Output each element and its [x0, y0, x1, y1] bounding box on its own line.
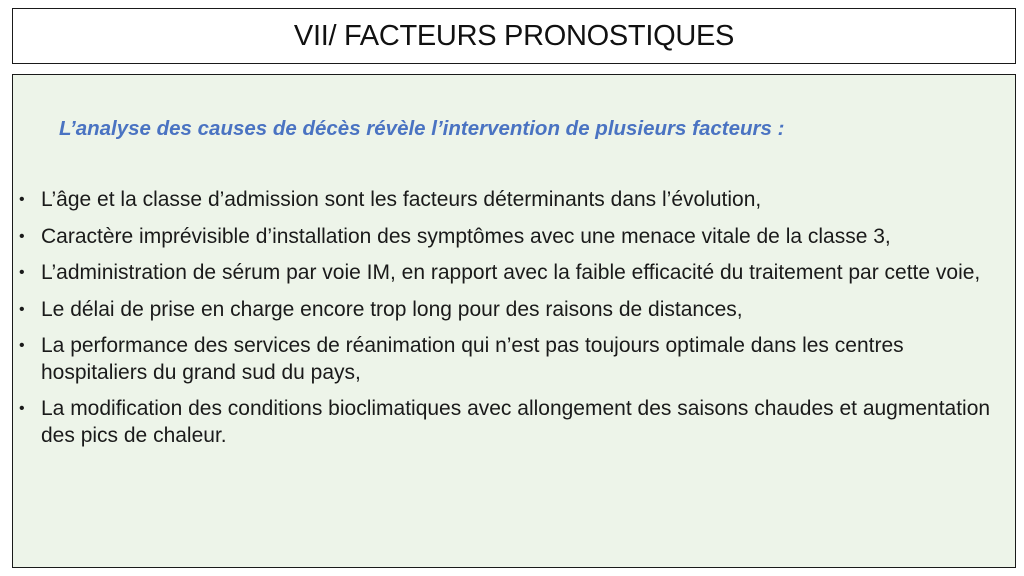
bullet-icon: • [19, 264, 25, 281]
content-box [12, 74, 1016, 568]
bullet-list [13, 187, 1003, 459]
bullet-item-age-classe [13, 187, 1003, 214]
bullet-item-reanimation [13, 333, 1003, 386]
bullet-icon: • [19, 300, 25, 318]
slide-title: VII/ FACTEURS PRONOSTIQUES [293, 19, 735, 52]
bullet-item-delai-prise-en-charge [13, 297, 1003, 324]
bullet-text: L’âge et la classe d’admission sont les facteurs déterminants dans l’évolution, [41, 188, 762, 211]
bullet-text: Le délai de prise en charge encore trop long pour des raisons de distances, [41, 297, 743, 321]
bullet-icon: • [19, 227, 25, 245]
bullet-item-serum-im [13, 260, 1003, 287]
bullet-icon: • [19, 191, 25, 208]
title-box [12, 8, 1016, 64]
bullet-text: La modification des conditions bioclimatiques avec allongement des saisons chaudes et augmentation des pics de chaleur. [41, 397, 991, 447]
bullet-item-symptomes [13, 224, 1003, 251]
bullet-text: La performance des services de réanimation qui n’est pas toujours optimale dans les centres hospitaliers du grand sud du pays, [41, 334, 904, 384]
bullet-item-bioclimatique [13, 396, 1003, 449]
bullet-text: L’administration de sérum par voie IM, en rapport avec la faible efficacité du traitement par cette voie, [41, 261, 981, 284]
intro-text: L’analyse des causes de décès révèle l’intervention de plusieurs facteurs : [59, 117, 785, 140]
bullet-text: Caractère imprévisible d’installation des symptômes avec une menace vitale de la classe 3, [41, 224, 891, 248]
bullet-icon: • [19, 400, 25, 417]
bullet-icon: • [19, 337, 25, 354]
